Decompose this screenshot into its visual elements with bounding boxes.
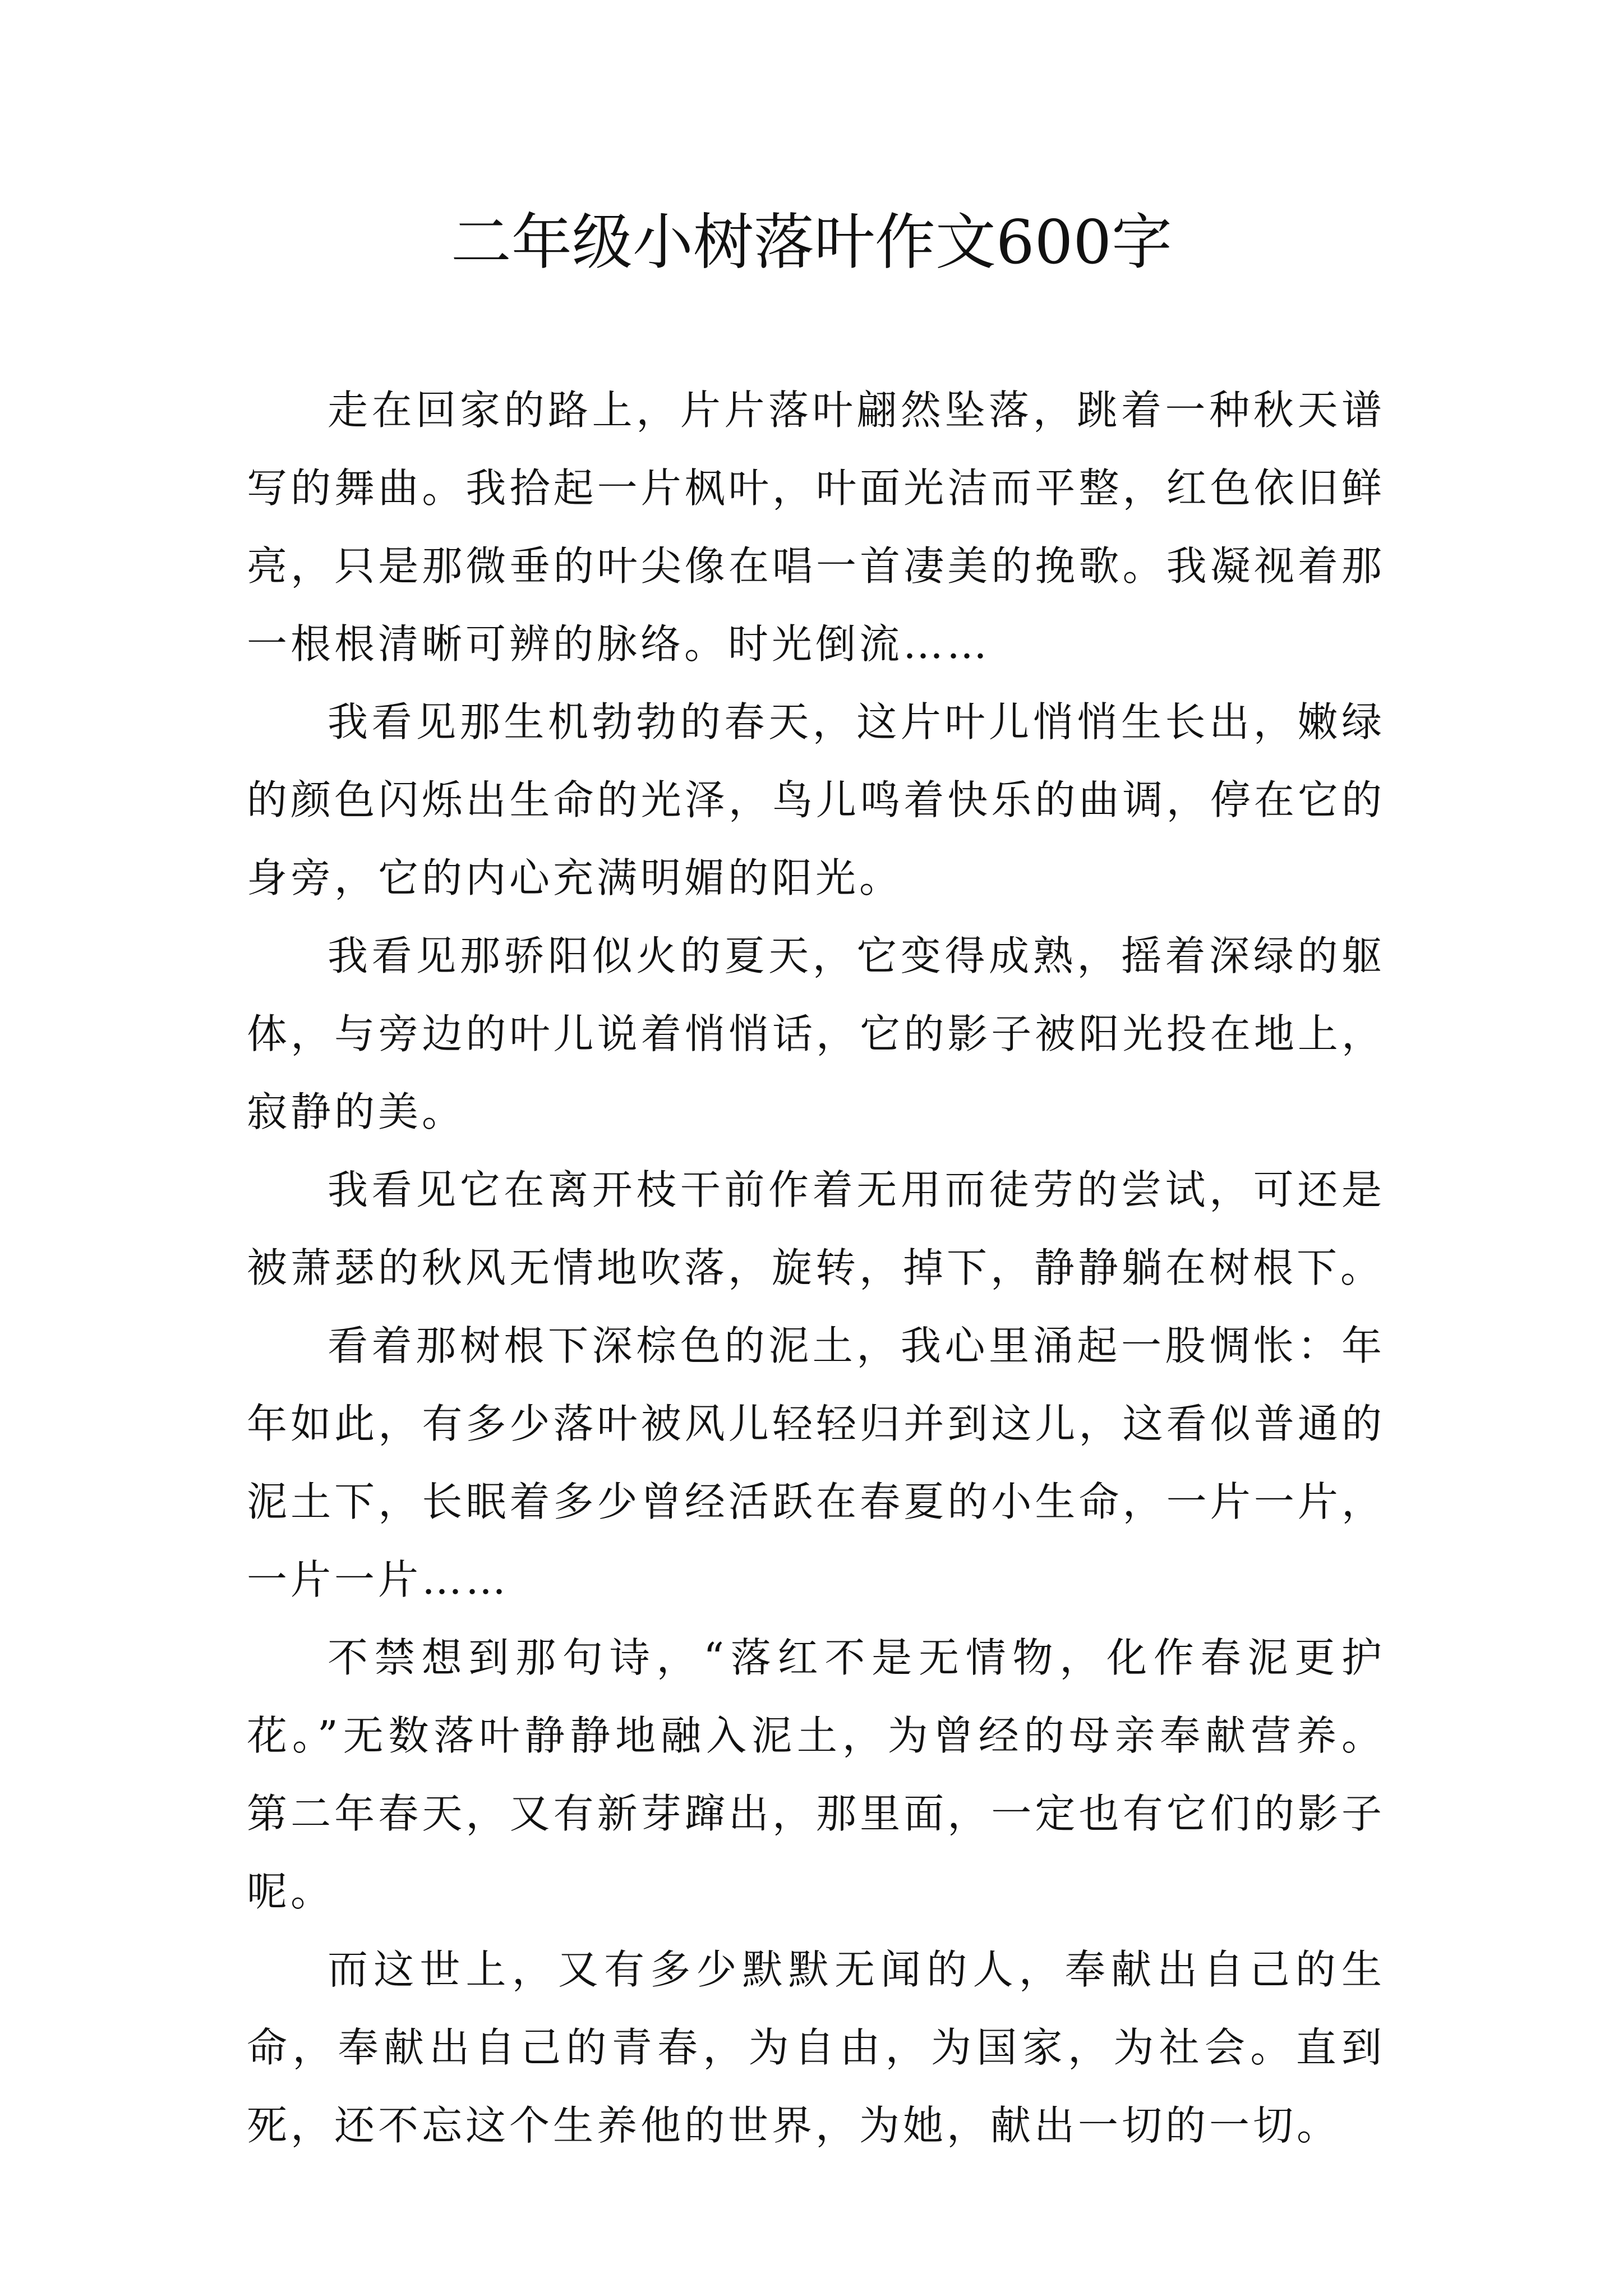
document-body	[247, 371, 1385, 2165]
paragraph: 不禁想到那句诗，“落红不是无情物，化作春泥更护花。”无数落叶静静地融入泥土，为曾经的母亲奉献营养。第二年春天，又有新芽蹿出，那里面，一定也有它们的影子呢。	[247, 1634, 1385, 1915]
paragraph: 走在回家的路上，片片落叶翩然坠落，跳着一种秋天谱写的舞曲。我拾起一片枫叶，叶面光洁而平整，红色依旧鲜亮，只是那微垂的叶尖像在唱一首凄美的挽歌。我凝视着那一根根清晰可辨的脉络。时光倒流……	[247, 386, 1385, 668]
paragraph: 而这世上，又有多少默默无闻的人，奉献出自己的生命，奉献出自己的青春，为自由，为国家，为社会。直到死，还不忘这个生养他的世界，为她，献出一切的一切。	[247, 1946, 1385, 2149]
paragraph: 我看见它在离开枝干前作着无用而徒劳的尝试，可还是被萧瑟的秋风无情地吹落，旋转，掉下，静静躺在树根下。	[247, 1166, 1385, 1291]
paragraph: 我看见那骄阳似火的夏天，它变得成熟，摇着深绿的躯体，与旁边的叶儿说着悄悄话，它的影子被阳光投在地上，寂静的美。	[247, 932, 1385, 1135]
paragraph: 看着那树根下深棕色的泥土，我心里涌起一股惆怅：年年如此，有多少落叶被风儿轻轻归并到这儿，这看似普通的泥土下，长眠着多少曾经活跃在春夏的小生命，一片一片，一片一片……	[247, 1322, 1385, 1603]
document-title: 二年级小树落叶作文600字	[450, 208, 1173, 278]
paragraph: 我看见那生机勃勃的春天，这片叶儿悄悄生长出，嫩绿的颜色闪烁出生命的光泽，鸟儿鸣着快乐的曲调，停在它的身旁，它的内心充满明媚的阳光。	[247, 698, 1385, 901]
